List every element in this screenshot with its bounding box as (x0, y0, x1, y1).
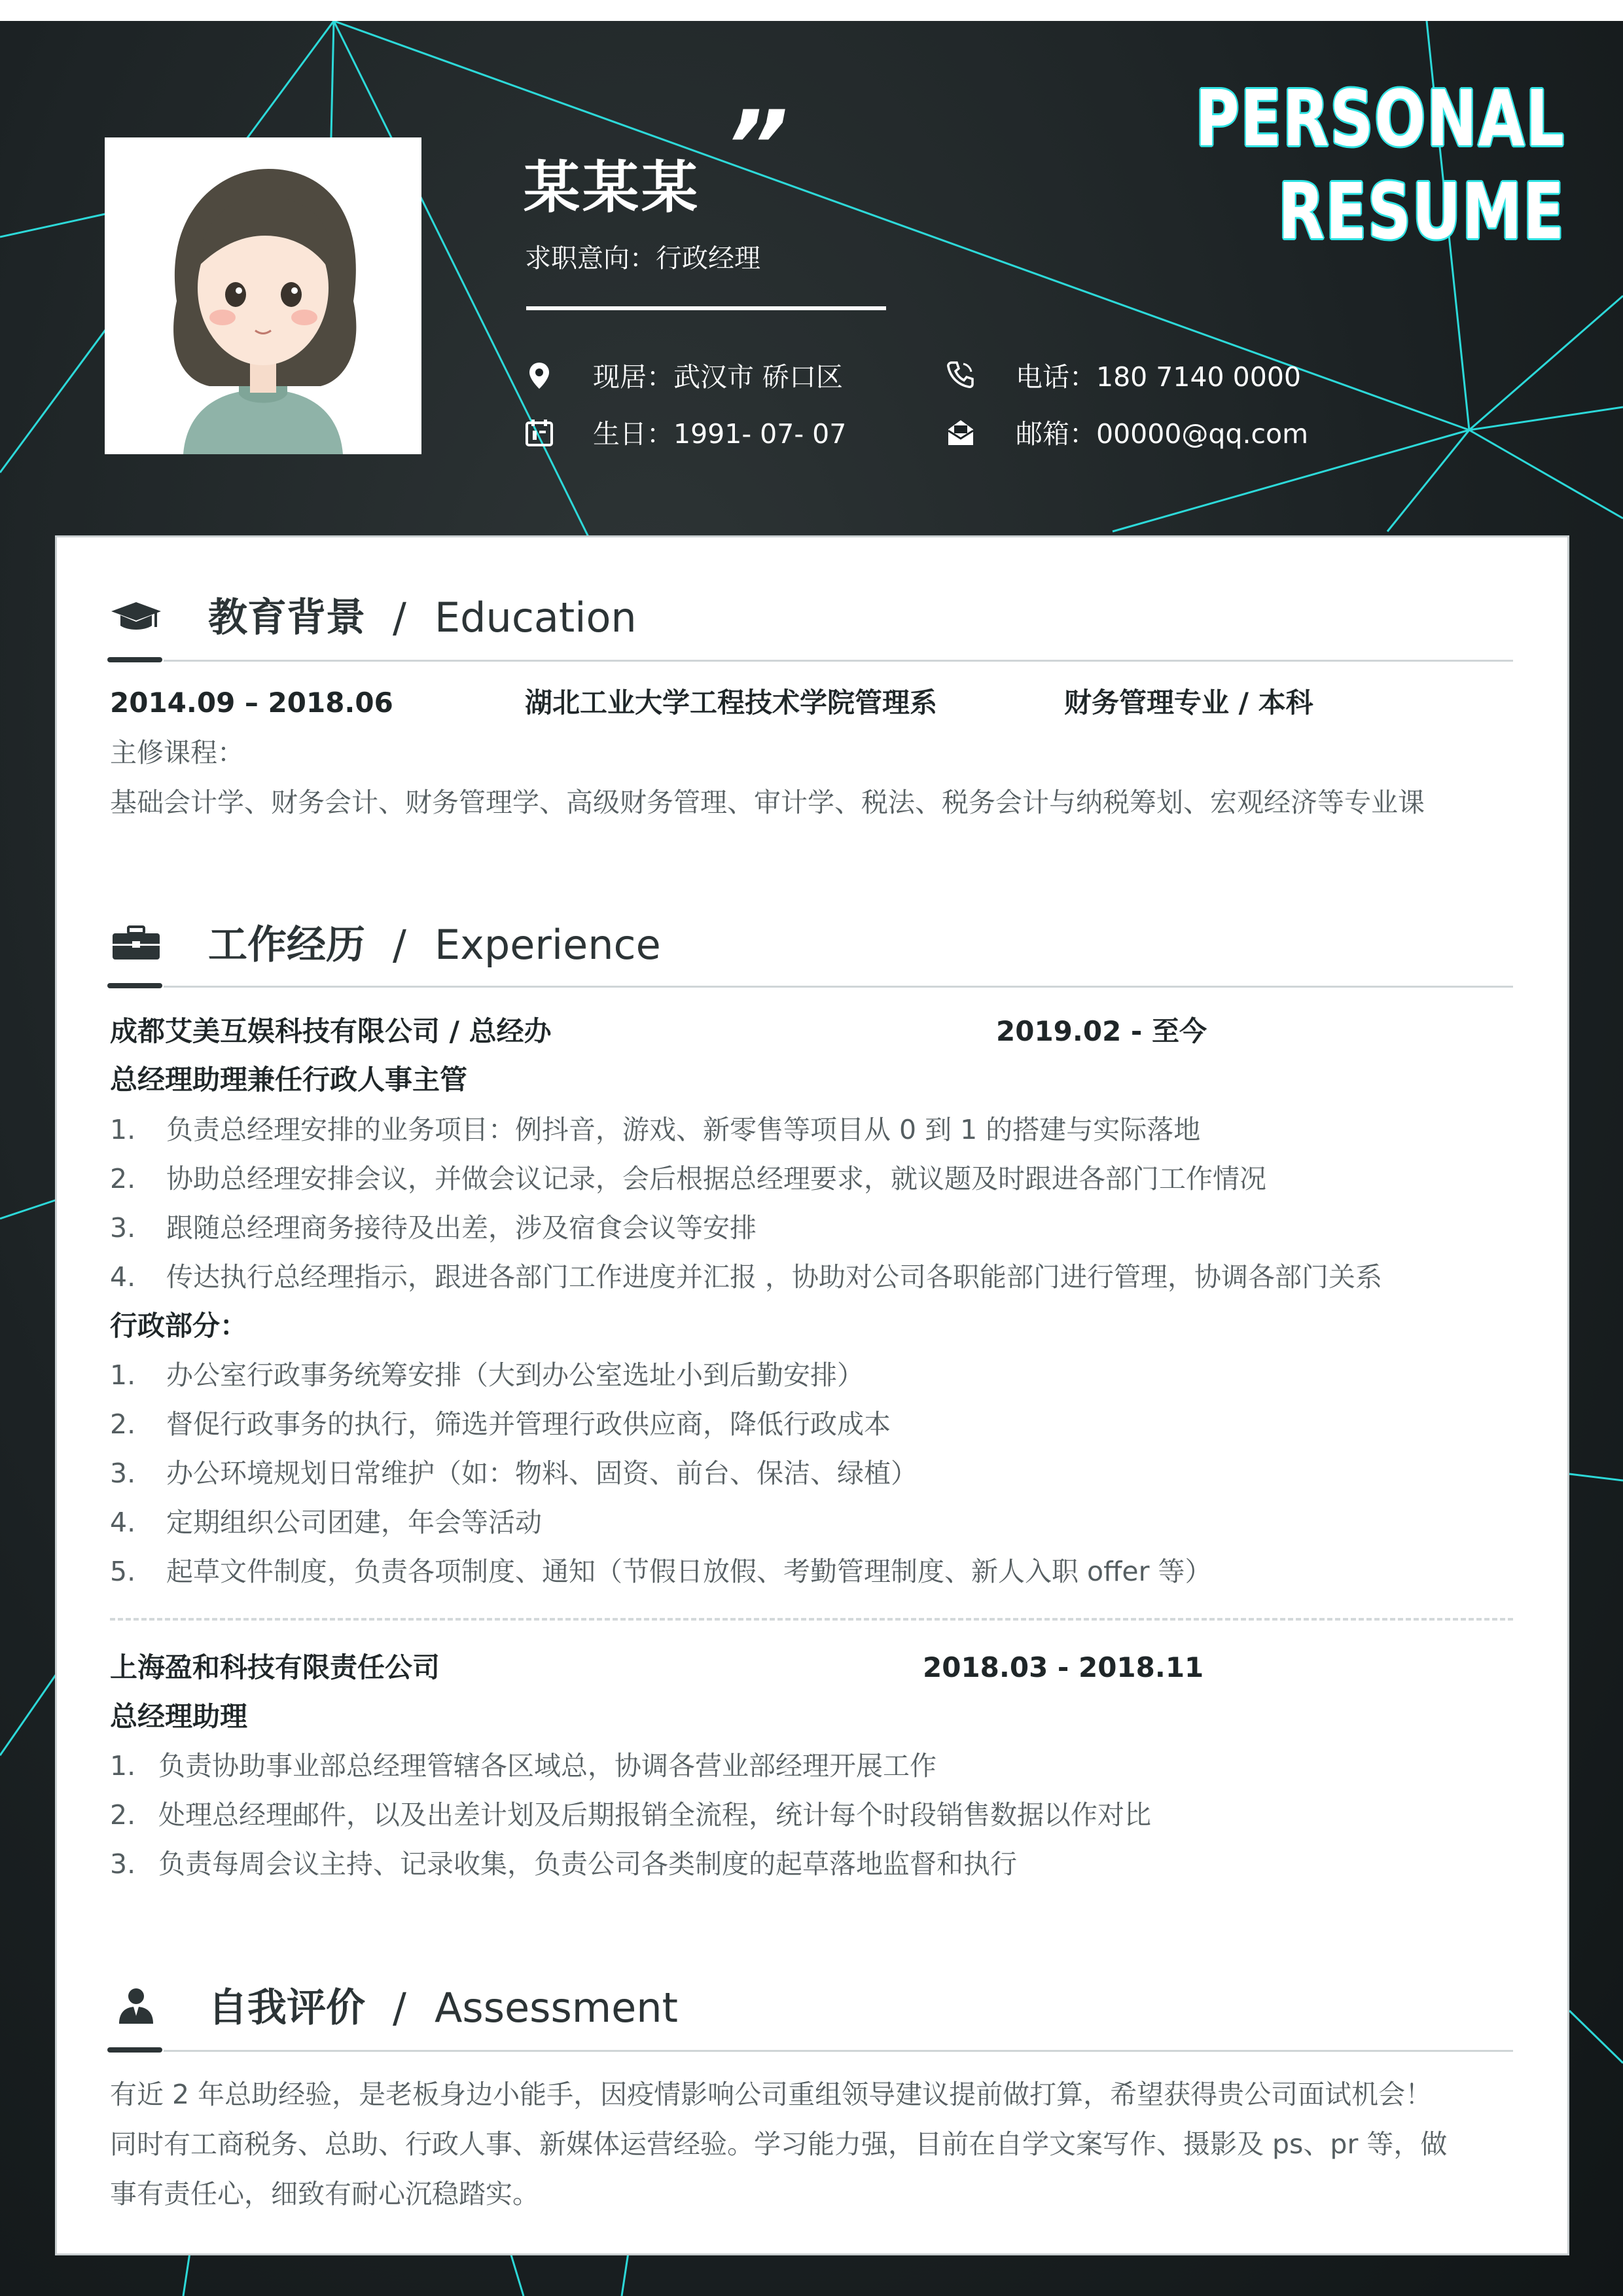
job1-role: 总经理助理兼任行政人事主管 (110, 1064, 468, 1096)
avatar-illustration (105, 137, 421, 454)
courses-list: 基础会计学、财务会计、财务管理学、高级财务管理、审计学、税法、税务会计与纳税筹划、宏观经济等专业课 (110, 787, 1425, 818)
email-info: 邮箱：00000@qq.com (1016, 418, 1309, 450)
job1-company: 成都艾美互娱科技有限公司 / 总经办 (110, 1015, 552, 1047)
assessment-line: 事有责任心，细致有耐心沉稳踏实。 (110, 2178, 539, 2210)
graduation-cap-icon (110, 598, 162, 635)
resume-title (1196, 72, 1565, 258)
section-title-education-zh: 教育背景 (208, 595, 365, 641)
section-title-slash: / (393, 594, 406, 641)
job1-item: 1. 负责总经理安排的业务项目：例抖音，游戏、新零售等项目从 0 到 1 的搭建与实际落地 (110, 1114, 1201, 1145)
job1-item: 4. 传达执行总经理指示，跟进各部门工作进度并汇报 ，协助对公司各职能部门进行管理，协调各部门关系 (110, 1261, 1383, 1293)
section-title-assessment-zh: 自我评价 (208, 1985, 365, 2031)
envelope-icon (945, 418, 976, 449)
location-pin-icon (524, 360, 555, 391)
job-divider (110, 1618, 1513, 1621)
resume-title-line1: PERSONAL (1195, 73, 1565, 164)
job2-item: 1. 负责协助事业部总经理管辖各区域总，协调各营业部经理开展工作 (110, 1750, 936, 1782)
education-period: 2014.09 – 2018.06 (110, 687, 393, 719)
job2-item: 2. 处理总经理邮件，以及出差计划及后期报销全流程，统计每个时段销售数据以作对比 (110, 1799, 1151, 1831)
avatar (105, 137, 421, 454)
job1-item: 2. 协助总经理安排会议，并做会议记录，会后根据总经理要求，就议题及时跟进各部门工作情况 (110, 1163, 1266, 1194)
section-underline (107, 983, 162, 988)
section-underline (107, 2047, 162, 2053)
phone-info: 电话：180 7140 0000 (1016, 361, 1302, 393)
admin-item: 4. 定期组织公司团建，年会等活动 (110, 1507, 542, 1538)
education-school: 湖北工业大学工程技术学院管理系 (525, 687, 938, 719)
section-title-slash: / (393, 921, 406, 969)
admin-item: 5. 起草文件制度，负责各项制度、通知（节假日放假、考勤管理制度、新人入职 offer 等） (110, 1556, 1212, 1587)
residence-info: 现居：武汉市 硚口区 (593, 361, 844, 393)
assessment-line: 同时有工商税务、总助、行政人事、新媒体运营经验。学习能力强，目前在自学文案写作、摄影及 ps、pr 等，做 (110, 2128, 1448, 2160)
section-rule (164, 660, 1513, 662)
job2-item: 3. 负责每周会议主持、记录收集，负责公司各类制度的起草落地监督和执行 (110, 1848, 1017, 1880)
admin-section-label: 行政部分： (110, 1310, 248, 1342)
section-title-slash: / (393, 1984, 406, 2032)
person-icon (110, 1987, 162, 2024)
job2-company: 上海盈和科技有限责任公司 (110, 1651, 440, 1683)
job2-role: 总经理助理 (110, 1700, 248, 1732)
section-title-experience-en: Experience (435, 921, 661, 969)
section-rule (164, 2050, 1513, 2052)
section-rule (164, 986, 1513, 988)
phone-icon (945, 359, 976, 390)
education-major: 财务管理专业 / 本科 (1064, 687, 1313, 719)
section-title-experience-zh: 工作经历 (208, 922, 365, 968)
job-intention: 求职意向：行政经理 (525, 243, 760, 274)
quote-mark-decoration: ” (725, 90, 789, 204)
job1-period: 2019.02 - 至今 (996, 1015, 1207, 1047)
birthday-info: 生日：1991- 07- 07 (593, 418, 847, 450)
job2-period: 2018.03 - 2018.11 (923, 1651, 1204, 1683)
courses-label: 主修课程： (110, 737, 244, 768)
assessment-line: 有近 2 年总助经验，是老板身边小能手，因疫情影响公司重组领导建议提前做打算，希望获得贵公司面试机会！ (110, 2079, 1433, 2110)
resume-title-line2: RESUME (1278, 166, 1565, 257)
job1-item: 3. 跟随总经理商务接待及出差，涉及宿食会议等安排 (110, 1212, 757, 1244)
calendar-icon (524, 418, 555, 449)
admin-item: 2. 督促行政事务的执行，筛选并管理行政供应商，降低行政成本 (110, 1408, 891, 1440)
briefcase-icon (110, 924, 162, 961)
section-title-education-en: Education (435, 594, 637, 641)
candidate-name: 某某某 (524, 155, 700, 221)
section-title-assessment-en: Assessment (435, 1984, 678, 2032)
section-underline (107, 657, 162, 662)
admin-item: 3. 办公环境规划日常维护（如：物料、固资、前台、保洁、绿植） (110, 1458, 918, 1489)
admin-item: 1. 办公室行政事务统筹安排（大到办公室选址小到后勤安排） (110, 1359, 864, 1391)
name-divider (526, 306, 886, 310)
